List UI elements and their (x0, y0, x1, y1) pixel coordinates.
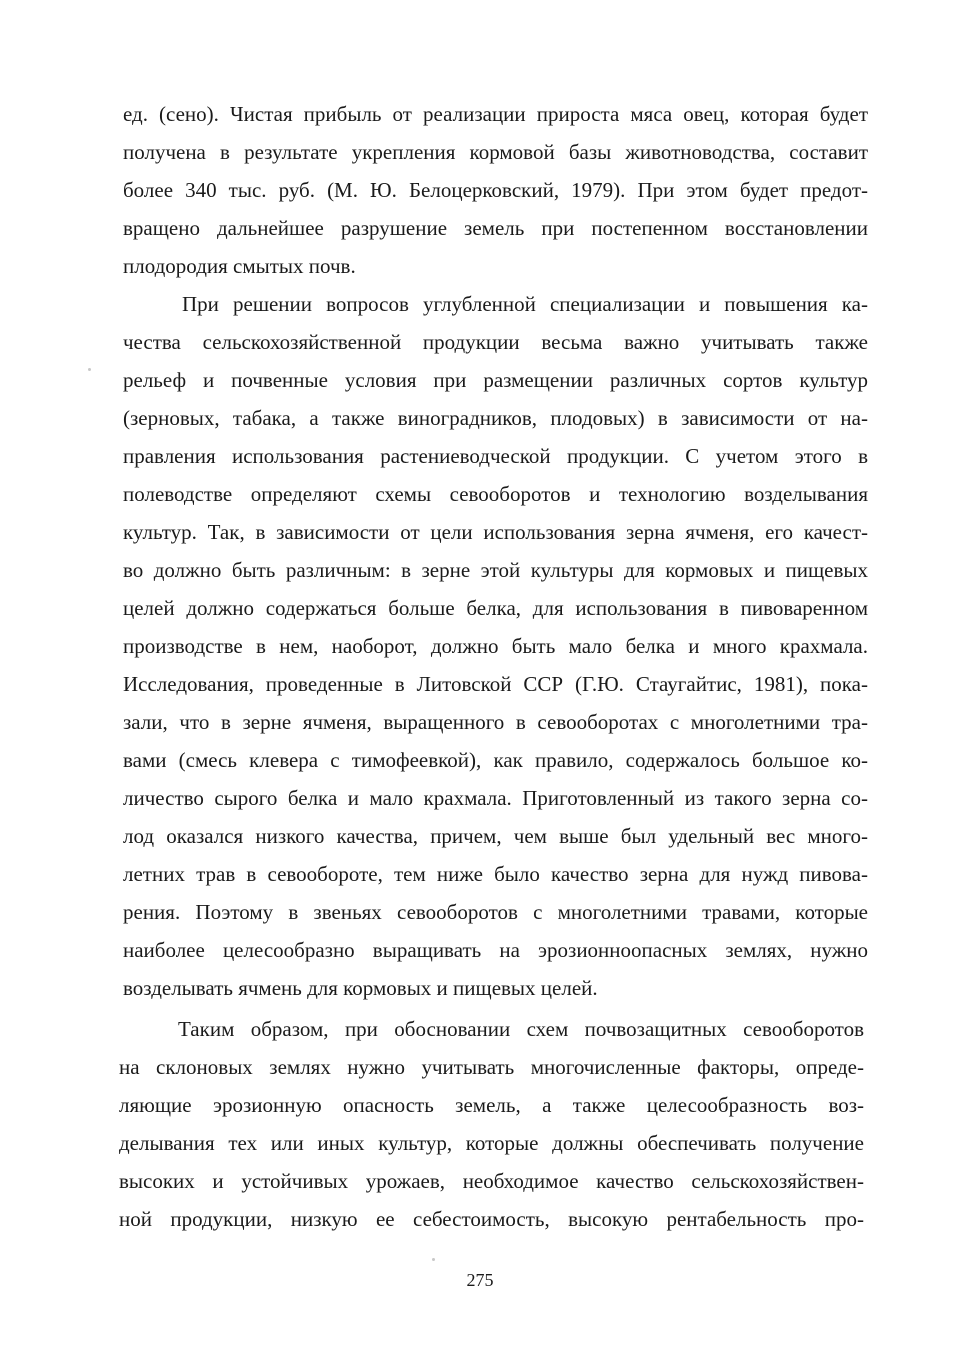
text-line: во должно быть различным: в зерне этой культуры для кормовых и пищевых (123, 558, 868, 582)
text-line: плодородия смытых почв. (123, 254, 356, 278)
text-line: чества сельскохозяйственной продукции весьма важно учитывать также (123, 330, 868, 354)
text-line: При решении вопросов углубленной специализации и повышения ка- (182, 292, 868, 316)
text-line: делывания тех или иных культур, которые должны обеспечивать получение (119, 1131, 864, 1155)
text-line: целей должно содержаться больше белка, для использования в пивоваренном (123, 596, 868, 620)
text-line: наиболее целесообразно выращивать на эрозионноопасных землях, нужно (123, 938, 868, 962)
text-line: Исследования, проведенные в Литовской ССР (Г.Ю. Стаугайтис, 1981), пока- (123, 672, 868, 696)
text-line: ляющие эрозионную опасность земель, а также целесообразность воз- (119, 1093, 864, 1117)
text-line: Таким образом, при обосновании схем почвозащитных севооборотов (178, 1017, 864, 1041)
text-line: (зерновых, табака, а также виноградников, плодовых) в зависимости от на- (123, 406, 868, 430)
text-line: на склоновых землях нужно учитывать многочисленные факторы, опреде- (119, 1055, 864, 1079)
text-line: полеводстве определяют схемы севооборотов и технологию возделывания (123, 482, 868, 506)
text-line: летних трав в севообороте, тем ниже было качество зерна для нужд пивова- (123, 862, 868, 886)
text-line: ной продукции, низкую ее себестоимость, высокую рентабельность про- (119, 1207, 864, 1231)
text-line: личество сырого белка и мало крахмала. Приготовленный из такого зерна со- (123, 786, 868, 810)
text-line: вами (смесь клевера с тимофеевкой), как правило, содержалось большое ко- (123, 748, 868, 772)
text-line: высоких и устойчивых урожаев, необходимое качество сельскохозяйствен- (119, 1169, 864, 1193)
text-line: вращено дальнейшее разрушение земель при постепенном восстановлении (123, 216, 868, 240)
text-line: лод оказался низкого качества, причем, чем выше был удельный вес много- (123, 824, 868, 848)
text-line: рения. Поэтому в звеньях севооборотов с многолетними травами, которые (123, 900, 868, 924)
text-line: получена в результате укрепления кормовой базы животноводства, составит (123, 140, 868, 164)
text-line: рельеф и почвенные условия при размещении различных сортов культур (123, 368, 868, 392)
scan-speck (88, 368, 91, 371)
text-line: зали, что в зерне ячменя, выращенного в севооборотах с многолетними тра- (123, 710, 868, 734)
scan-speck (432, 1258, 435, 1261)
text-line: ед. (сено). Чистая прибыль от реализации прироста мяса овец, которая будет (123, 102, 868, 126)
text-line: более 340 тыс. руб. (М. Ю. Белоцерковский, 1979). При этом будет предот- (123, 178, 868, 202)
text-line: культур. Так, в зависимости от цели использования зерна ячменя, его качест- (123, 520, 868, 544)
page-number: 275 (466, 1270, 494, 1290)
text-line: правления использования растениеводческой продукции. С учетом этого в (123, 444, 868, 468)
text-line: производстве в нем, наоборот, должно быть мало белка и много крахмала. (123, 634, 868, 658)
text-line: возделывать ячмень для кормовых и пищевых целей. (123, 976, 598, 1000)
